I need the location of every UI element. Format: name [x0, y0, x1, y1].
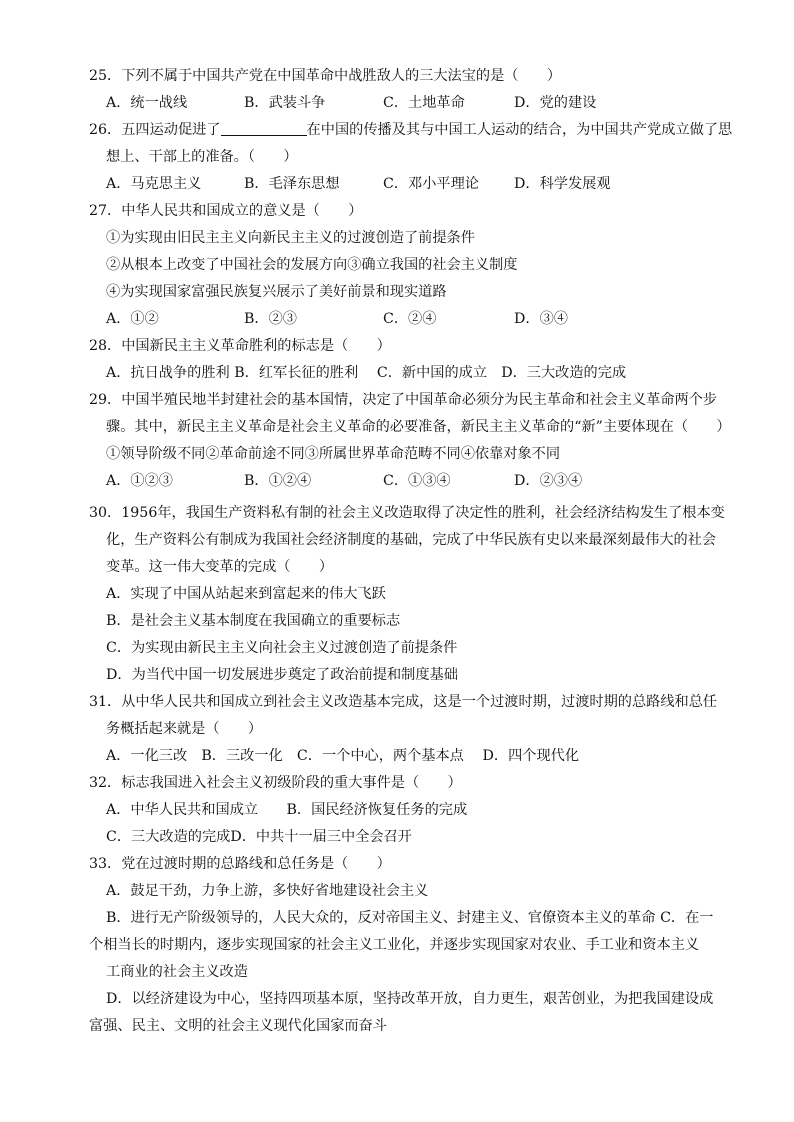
- q33-option-b-c: B．进行无产阶级领导的，人民大众的，反对帝国主义、封建主义、官僚资本主义的革命 C．在一: [106, 910, 714, 926]
- q29-option-a: A．①②③: [106, 473, 173, 489]
- q33-option-d: D．以经济建设为中心，坚持四项基本原，坚持改革开放，自力更生，艰苦创业，为把我国建设成: [106, 991, 714, 1007]
- q33-option-c-cont-1: 个相当长的时期内，逐步实现国家的社会主义工业化，并逐步实现国家对农业、手工业和资本主义: [89, 937, 700, 953]
- q25-option-a: A．统一战线: [106, 95, 188, 111]
- q32-options-row-1: A．中华人民共和国成立 B．国民经济恢复任务的完成: [106, 802, 468, 818]
- q26-stem-part-2: 在中国的传播及其与中国工人运动的结合，为中国共产党成立做了思: [306, 122, 733, 138]
- q26-option-a: A．马克思主义: [106, 176, 202, 192]
- q26-stem-part-1: 26．五四运动促进了: [89, 122, 221, 138]
- question-29-stem: 29．中国半殖民地半封建社会的基本国情，决定了中国革命必须分为民主革命和社会主义革命两个步: [89, 392, 718, 408]
- question-25-stem: 25．下列不属于中国共产党在中国革命中战胜敌人的三大法宝的是（ ）: [89, 68, 562, 84]
- q25-option-b: B．武装斗争: [244, 95, 326, 111]
- question-31-stem-cont: 务概括起来就是（ ）: [106, 721, 263, 737]
- q31-options: A．一化三改 B．三改一化 C．一个中心，两个基本点 D．四个现代化: [106, 748, 580, 764]
- q25-option-c: C．土地革命: [383, 95, 465, 111]
- question-33-stem: 33．党在过渡时期的总路线和总任务是（ ）: [89, 856, 391, 872]
- q27-statement-2: ②从根本上改变了中国社会的发展方向③确立我国的社会主义制度: [106, 257, 518, 273]
- q29-option-c: C．①③④: [383, 473, 451, 489]
- q33-option-d-cont: 富强、民主、文明的社会主义现代化国家而奋斗: [89, 1018, 387, 1034]
- q26-option-c: C．邓小平理论: [383, 176, 479, 192]
- question-26-stem: [89, 120, 732, 140]
- q28-options: A．抗日战争的胜利 B．红军长征的胜利 C．新中国的成立 D．三大改造的完成: [106, 365, 627, 381]
- q29-option-d: D．②③④: [514, 473, 583, 489]
- q32-options-row-2: C．三大改造的完成D．中共十一届三中全会召开: [106, 829, 412, 845]
- q30-option-a: A．实现了中国从站起来到富起来的伟大飞跃: [106, 586, 386, 602]
- q27-option-a: A．①②: [106, 311, 159, 327]
- q27-option-d: D．③④: [514, 311, 568, 327]
- q26-answer-blank: [221, 121, 307, 136]
- q27-statement-3: ④为实现国家富强民族复兴展示了美好前景和现实道路: [106, 284, 447, 300]
- q30-option-d: D．为当代中国一切发展进步奠定了政治前提和制度基础: [106, 667, 458, 683]
- question-30-stem-cont-1: 化，生产资料公有制成为我国社会经济制度的基础，完成了中华民族有史以来最深刻最伟大的社会: [106, 532, 717, 548]
- q27-option-b: B．②③: [244, 311, 297, 327]
- question-31-stem: 31．从中华人民共和国成立到社会主义改造基本完成，这是一个过渡时期，过渡时期的总路线和总任: [89, 694, 718, 710]
- q29-statements: ①领导阶级不同②革命前途不同③所属世界革命范畴不同④依靠对象不同: [106, 446, 561, 462]
- q26-option-d: D．科学发展观: [514, 176, 611, 192]
- q33-option-a: A．鼓足干劲，力争上游，多快好省地建设社会主义: [106, 883, 429, 899]
- question-30-stem-cont-2: 变革。这一伟大变革的完成（ ）: [106, 559, 334, 575]
- question-32-stem: 32．标志我国进入社会主义初级阶段的重大事件是（ ）: [89, 775, 462, 791]
- question-30-stem: 30．1956年，我国生产资料私有制的社会主义改造取得了决定性的胜利，社会经济结构发生了根本变: [89, 505, 725, 521]
- q26-option-b: B．毛泽东思想: [244, 176, 340, 192]
- question-28-stem: 28．中国新民主主义革命胜利的标志是（ ）: [89, 338, 391, 354]
- q30-option-b: B．是社会主义基本制度在我国确立的重要标志: [106, 613, 401, 629]
- q27-option-c: C．②④: [383, 311, 437, 327]
- q27-statement-1: ①为实现由旧民主主义向新民主主义的过渡创造了前提条件: [106, 230, 475, 246]
- question-27-stem: 27．中华人民共和国成立的意义是（ ）: [89, 203, 363, 219]
- q30-option-c: C．为实现由新民主主义向社会主义过渡创造了前提条件: [106, 640, 458, 656]
- question-26-stem-cont: 想上、干部上的准备。（ ）: [106, 149, 298, 165]
- q29-option-b: B．①②④: [244, 473, 312, 489]
- q25-option-d: D．党的建设: [514, 95, 597, 111]
- q33-option-c-cont-2: 工商业的社会主义改造: [106, 964, 248, 980]
- question-29-stem-cont: 骤。其中，新民主主义革命是社会主义革命的必要准备，新民主主义革命的“新”主要体现在（ ）: [106, 419, 731, 435]
